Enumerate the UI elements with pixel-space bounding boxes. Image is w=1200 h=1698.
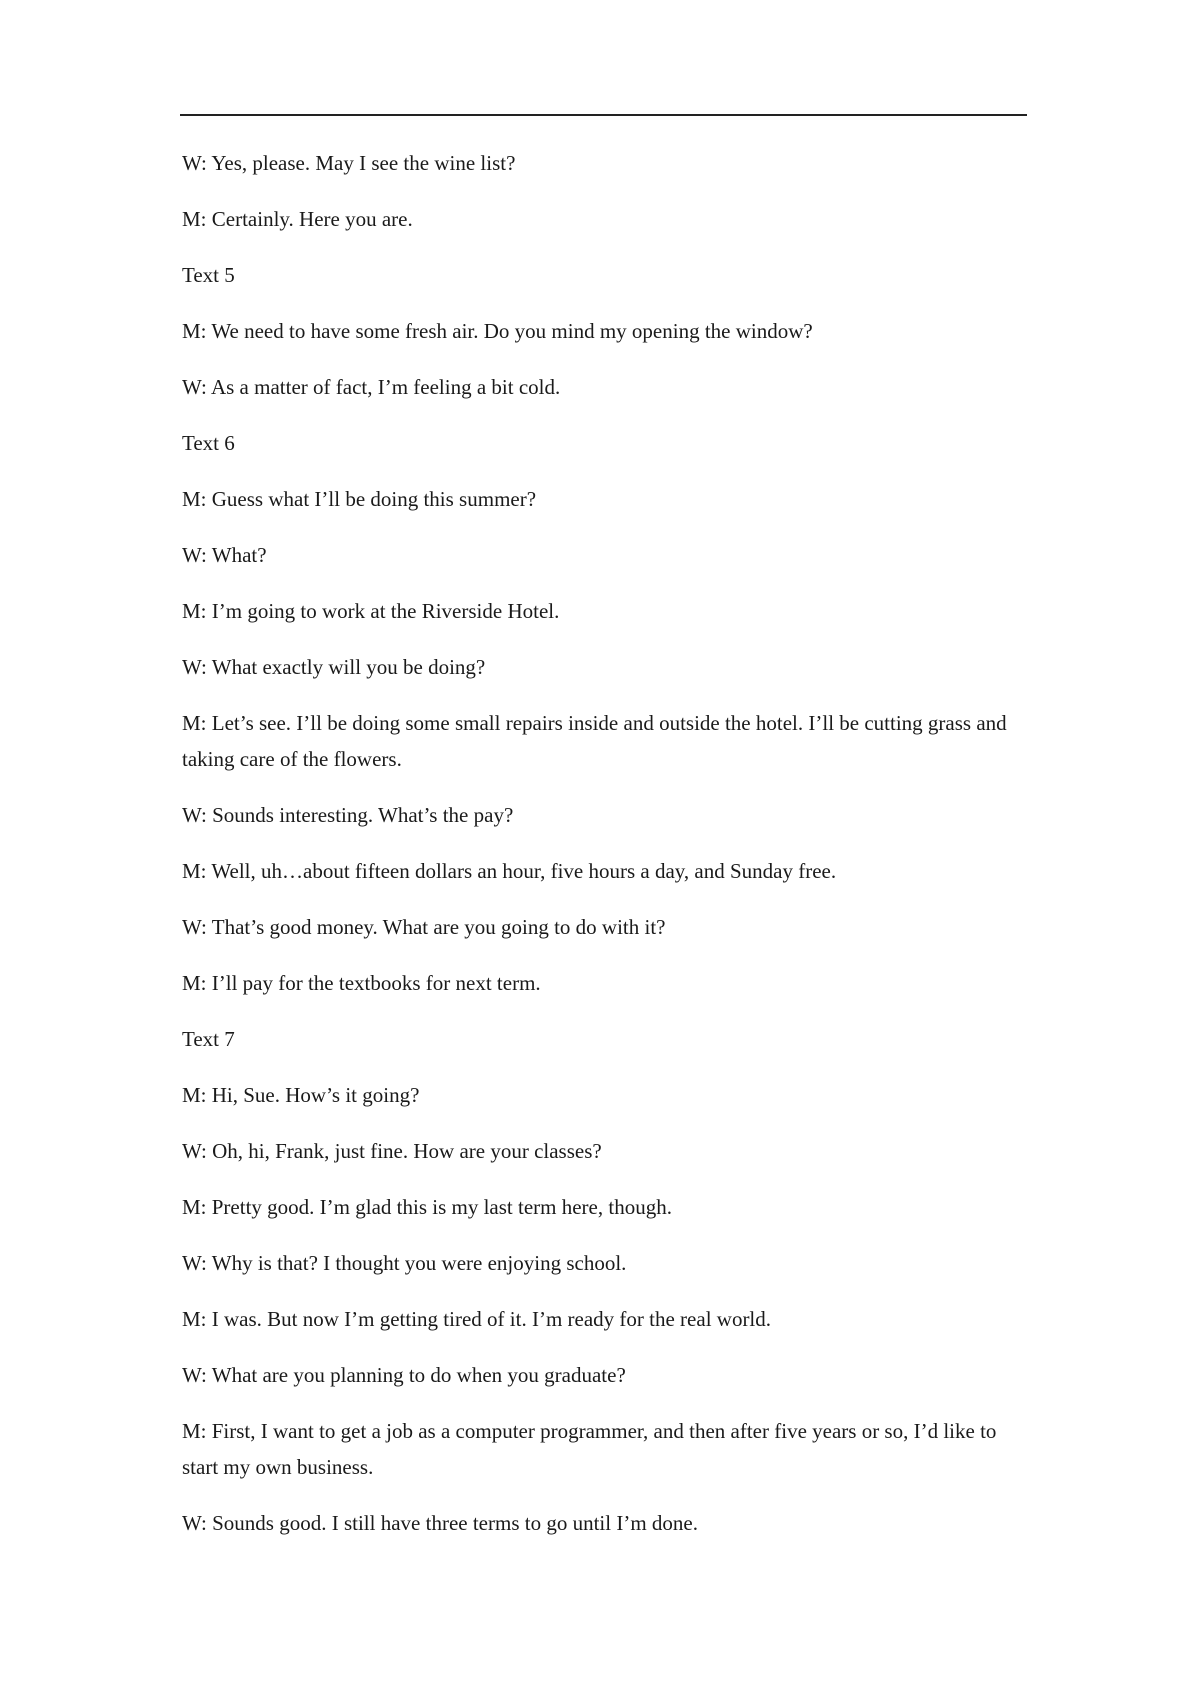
dialogue-line: M: I’ll pay for the textbooks for next term.	[182, 971, 541, 995]
dialogue-line: W: What are you planning to do when you graduate?	[182, 1363, 626, 1387]
dialogue-line-part: M: First, I want to get a job as a computer programmer, and then after five years or so, I’d like to	[182, 1419, 997, 1443]
dialogue-line: W: Why is that? I thought you were enjoying school.	[182, 1251, 627, 1275]
dialogue-line-multiline	[182, 1413, 1027, 1485]
dialogue-line: M: Pretty good. I’m glad this is my last term here, though.	[182, 1195, 672, 1219]
dialogue-line-multiline	[182, 705, 1027, 777]
dialogue-line: M: I was. But now I’m getting tired of it. I’m ready for the real world.	[182, 1307, 772, 1331]
dialogue-line: M: Hi, Sue. How’s it going?	[182, 1083, 420, 1107]
dialogue-line: W: Sounds good. I still have three terms to go until I’m done.	[182, 1511, 698, 1535]
dialogue-line-part: taking care of the flowers.	[182, 747, 402, 771]
dialogue-line: M: Guess what I’ll be doing this summer?	[182, 487, 537, 511]
dialogue-line: W: That’s good money. What are you going to do with it?	[182, 915, 666, 939]
dialogue-line: W: Sounds interesting. What’s the pay?	[182, 803, 514, 827]
dialogue-line: M: We need to have some fresh air. Do you mind my opening the window?	[182, 319, 813, 343]
header-rule	[180, 114, 1027, 116]
section-heading: Text 5	[182, 263, 235, 287]
dialogue-line: M: Well, uh…about fifteen dollars an hour, five hours a day, and Sunday free.	[182, 859, 837, 883]
transcript-body	[182, 145, 1027, 1561]
section-heading: Text 6	[182, 431, 235, 455]
section-heading: Text 7	[182, 1027, 235, 1051]
dialogue-line: M: I’m going to work at the Riverside Hotel.	[182, 599, 560, 623]
dialogue-line: W: What?	[182, 543, 267, 567]
dialogue-line-part: start my own business.	[182, 1455, 374, 1479]
dialogue-line: M: Certainly. Here you are.	[182, 207, 413, 231]
dialogue-line: W: As a matter of fact, I’m feeling a bit cold.	[182, 375, 561, 399]
dialogue-line: W: Oh, hi, Frank, just fine. How are your classes?	[182, 1139, 602, 1163]
dialogue-line-part: M: Let’s see. I’ll be doing some small repairs inside and outside the hotel. I’ll be cutting grass and	[182, 711, 1007, 735]
dialogue-line: W: What exactly will you be doing?	[182, 655, 486, 679]
dialogue-line: W: Yes, please. May I see the wine list?	[182, 151, 516, 175]
